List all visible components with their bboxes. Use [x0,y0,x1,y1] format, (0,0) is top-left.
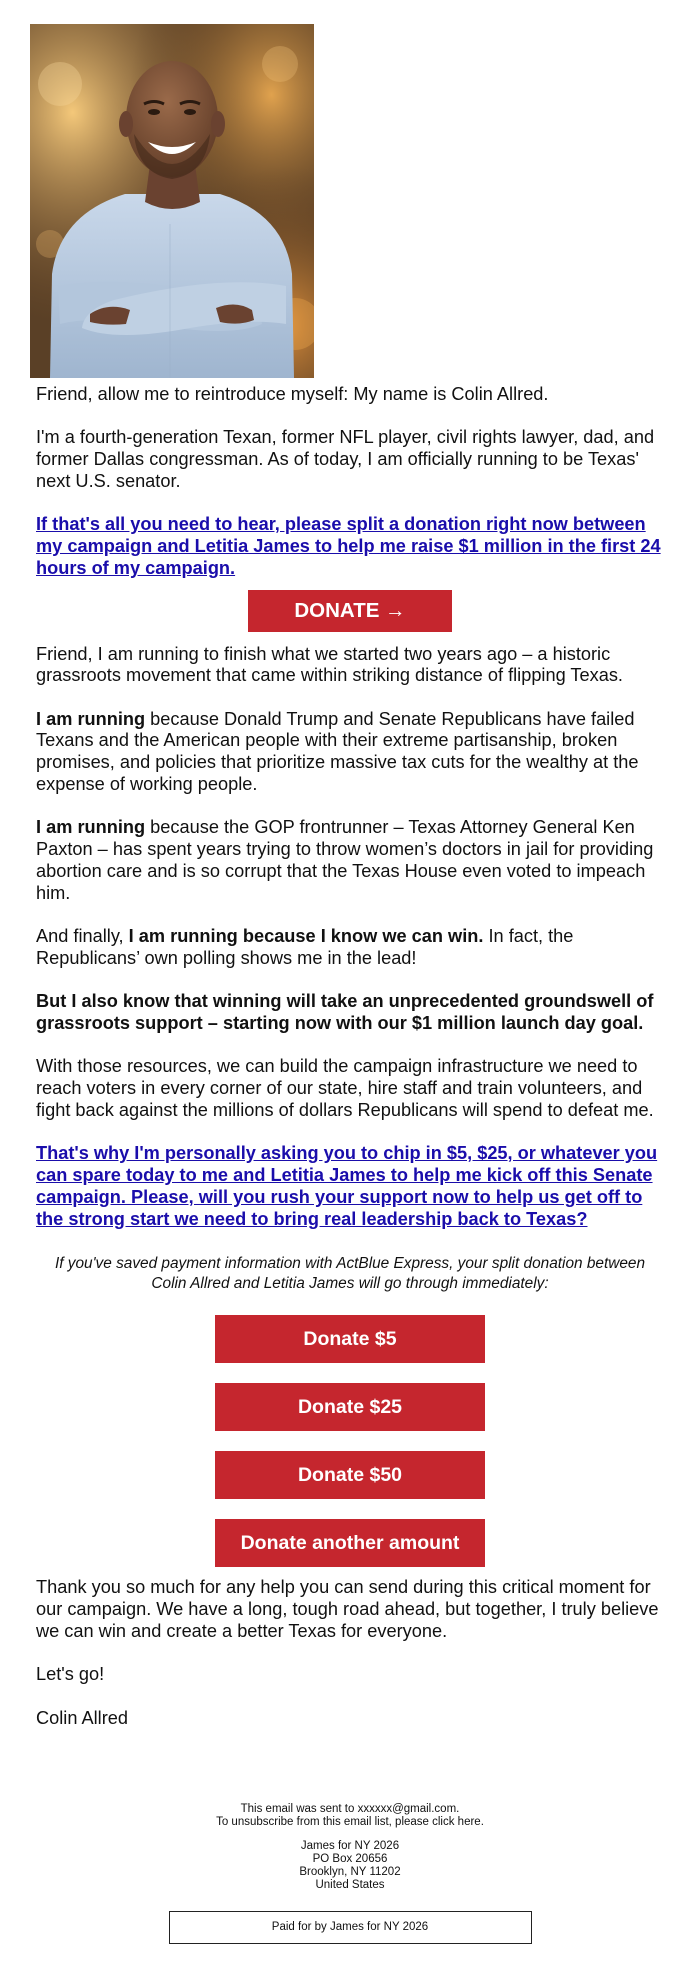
mailing-address [0,1840,700,1892]
donate-50-button[interactable]: Donate $50 [215,1451,485,1499]
footer [0,1803,700,1944]
footer-notice [0,1803,700,1829]
email-body [36,384,664,1751]
chip-in-link[interactable]: That's why I'm personally asking you to chip in $5, $25, or whatever you can spare today to me and Letitia James to help me kick off this Senate campaign. Please, will you rush your support now to help us get off to the strong start we need to bring real leadership back to Texas? [36,1143,658,1229]
finally-post: In fact, the Republicans’ own polling shows me in the lead! [36,926,574,968]
finish-paragraph: Friend, I am running to finish what we started two years ago – a historic grassroots movement that came within striking distance of flipping Texas. [36,643,623,686]
split-donation-link[interactable]: If that's all you need to hear, please split a donation right now between my campaign and Letitia James to help me raise $1 million in the first 24 hours of my campaign. [36,514,661,578]
intro-background: I'm a fourth-generation Texan, former NFL player, civil rights lawyer, dad, and former Dallas congressman. As of today, I am officially running to be Texas' next U.S. senator. [36,427,655,491]
running-paragraph-1 [36,709,664,796]
donate-5-button[interactable]: Donate $5 [215,1315,485,1363]
candidate-photo-image [30,24,314,378]
donate-other-button[interactable]: Donate another amount [215,1519,485,1567]
address-line: James for NY 2026 [300,1840,400,1852]
candidate-photo [30,24,314,378]
signature: Colin Allred [36,1707,128,1728]
address-line: PO Box 20656 [312,1853,388,1865]
intro-greeting: Friend, allow me to reintroduce myself: My name is Colin Allred. [36,384,549,404]
unsubscribe-link[interactable]: To unsubscribe from this email list, please click here. [216,1816,484,1828]
running-paragraph-2 [36,817,664,904]
thanks-paragraph: Thank you so much for any help you can send during this critical moment for our campaign. We have a long, tough road ahead, but together, I truly believe we can win and create a better Texas for everyone. [36,1577,659,1641]
donate-25-button[interactable]: Donate $25 [215,1383,485,1431]
ask2-paragraph [36,1143,664,1230]
donate-button[interactable]: DONATE → [248,590,452,632]
letsgo-line: Let's go! [36,1664,105,1685]
ask1-paragraph [36,514,664,579]
actblue-express-note: If you've saved payment information with ActBlue Express, your split donation between Colin Allred and Letitia James will go through immediately: [54,1255,646,1292]
resources-paragraph: With those resources, we can build the campaign infrastructure we need to reach voters in every corner of our state, hire staff and train volunteers, and fight back against the millions of dollars Republicans will spend to defeat me. [36,1056,654,1120]
finally-paragraph [36,926,664,970]
address-line: United States [315,1879,385,1891]
running-bold-2: I am running [36,817,146,838]
paid-for-disclaimer: Paid for by James for NY 2026 [169,1911,532,1944]
finally-pre: And finally, [36,926,129,947]
sent-to-line: This email was sent to xxxxxx@gmail.com. [240,1803,460,1815]
running-text-1: because Donald Trump and Senate Republicans have failed Texans and the American people with their extreme partisanship, broken promises, and policies that prioritize massive tax cuts for the wealthy at the expense of working people. [36,708,639,795]
address-line: Brooklyn, NY 11202 [299,1866,401,1878]
running-text-2: because the GOP frontrunner – Texas Attorney General Ken Paxton – has spent years trying to throw women’s doctors in jail for providing abortion care and is so corrupt that the Texas House even voted to impeach him. [36,817,654,903]
finally-bold: I am running because I know we can win. [128,926,484,947]
groundswell-paragraph: But I also know that winning will take an unprecedented groundswell of grassroots support – starting now with our $1 million launch day goal. [36,991,654,1033]
running-bold-1: I am running [36,708,146,729]
